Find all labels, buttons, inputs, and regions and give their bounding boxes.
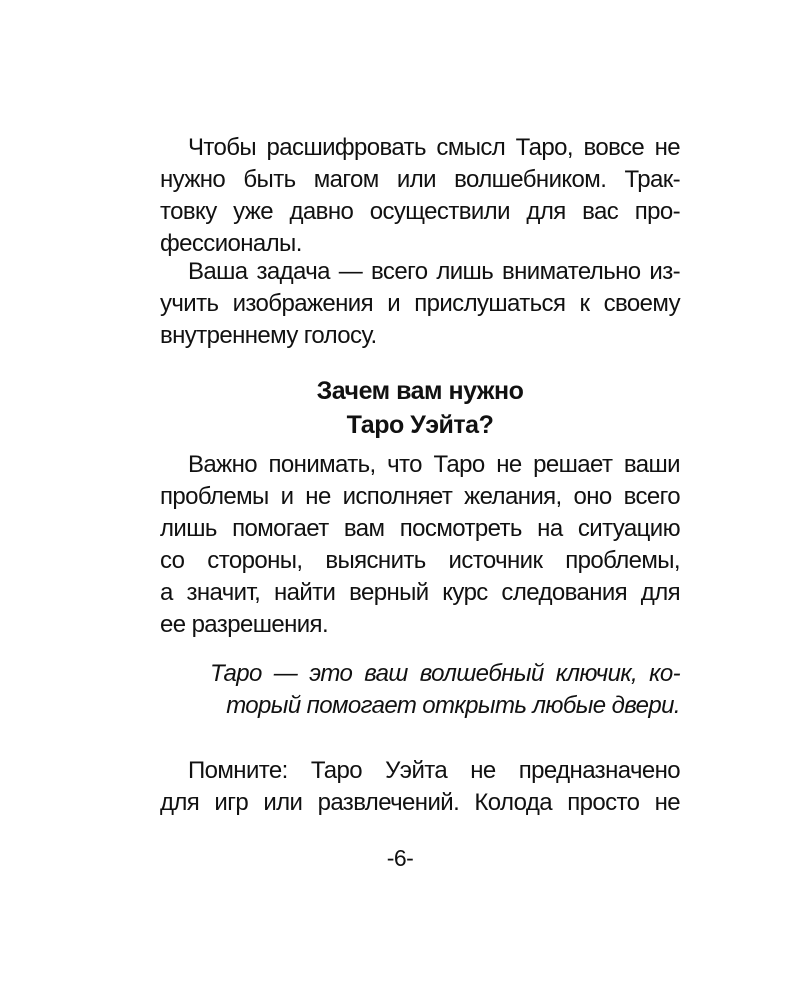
page-number: -6- xyxy=(386,845,414,871)
paragraph-reminder xyxy=(160,755,680,819)
heading-line: Зачем вам нужно xyxy=(316,377,524,405)
paragraph-task xyxy=(160,256,680,352)
section-heading xyxy=(160,374,680,442)
paragraph-line: Помните: Таро Уэйта не предназначено xyxy=(188,757,680,784)
paragraph-line: со стороны, выяснить источник проблемы, xyxy=(160,547,680,574)
paragraph-line: внутреннему голосу. xyxy=(160,322,377,349)
paragraph-line: для игр или развлечений. Колода просто не xyxy=(160,789,680,816)
paragraph-intro xyxy=(160,132,680,260)
paragraph-line: товку уже давно осуществили для вас про- xyxy=(160,198,680,225)
quote-line: Таро — это ваш волшебный ключик, ко- xyxy=(210,660,680,687)
paragraph-line: Чтобы расшифровать смысл Таро, вовсе не xyxy=(188,134,680,161)
paragraph-line: лишь помогает вам посмотреть на ситуацию xyxy=(160,515,680,542)
heading-line: Таро Уэйта? xyxy=(346,411,494,439)
paragraph-line: проблемы и не исполняет желания, оно всего xyxy=(160,483,680,510)
quote-line: торый помогает открыть любые двери. xyxy=(226,692,680,719)
paragraph-line: Важно понимать, что Таро не решает ваши xyxy=(188,451,680,478)
paragraph-line: нужно быть магом или волшебником. Трак- xyxy=(160,166,680,193)
paragraph-explanation xyxy=(160,449,680,641)
paragraph-line: а значит, найти верный курс следования для xyxy=(160,579,680,606)
paragraph-line: ее разрешения. xyxy=(160,611,329,638)
paragraph-line: учить изображения и прислушаться к своему xyxy=(160,290,680,317)
paragraph-line: фессионалы. xyxy=(160,230,302,257)
italic-quote xyxy=(210,658,680,722)
paragraph-line: Ваша задача — всего лишь внимательно из- xyxy=(188,258,680,285)
